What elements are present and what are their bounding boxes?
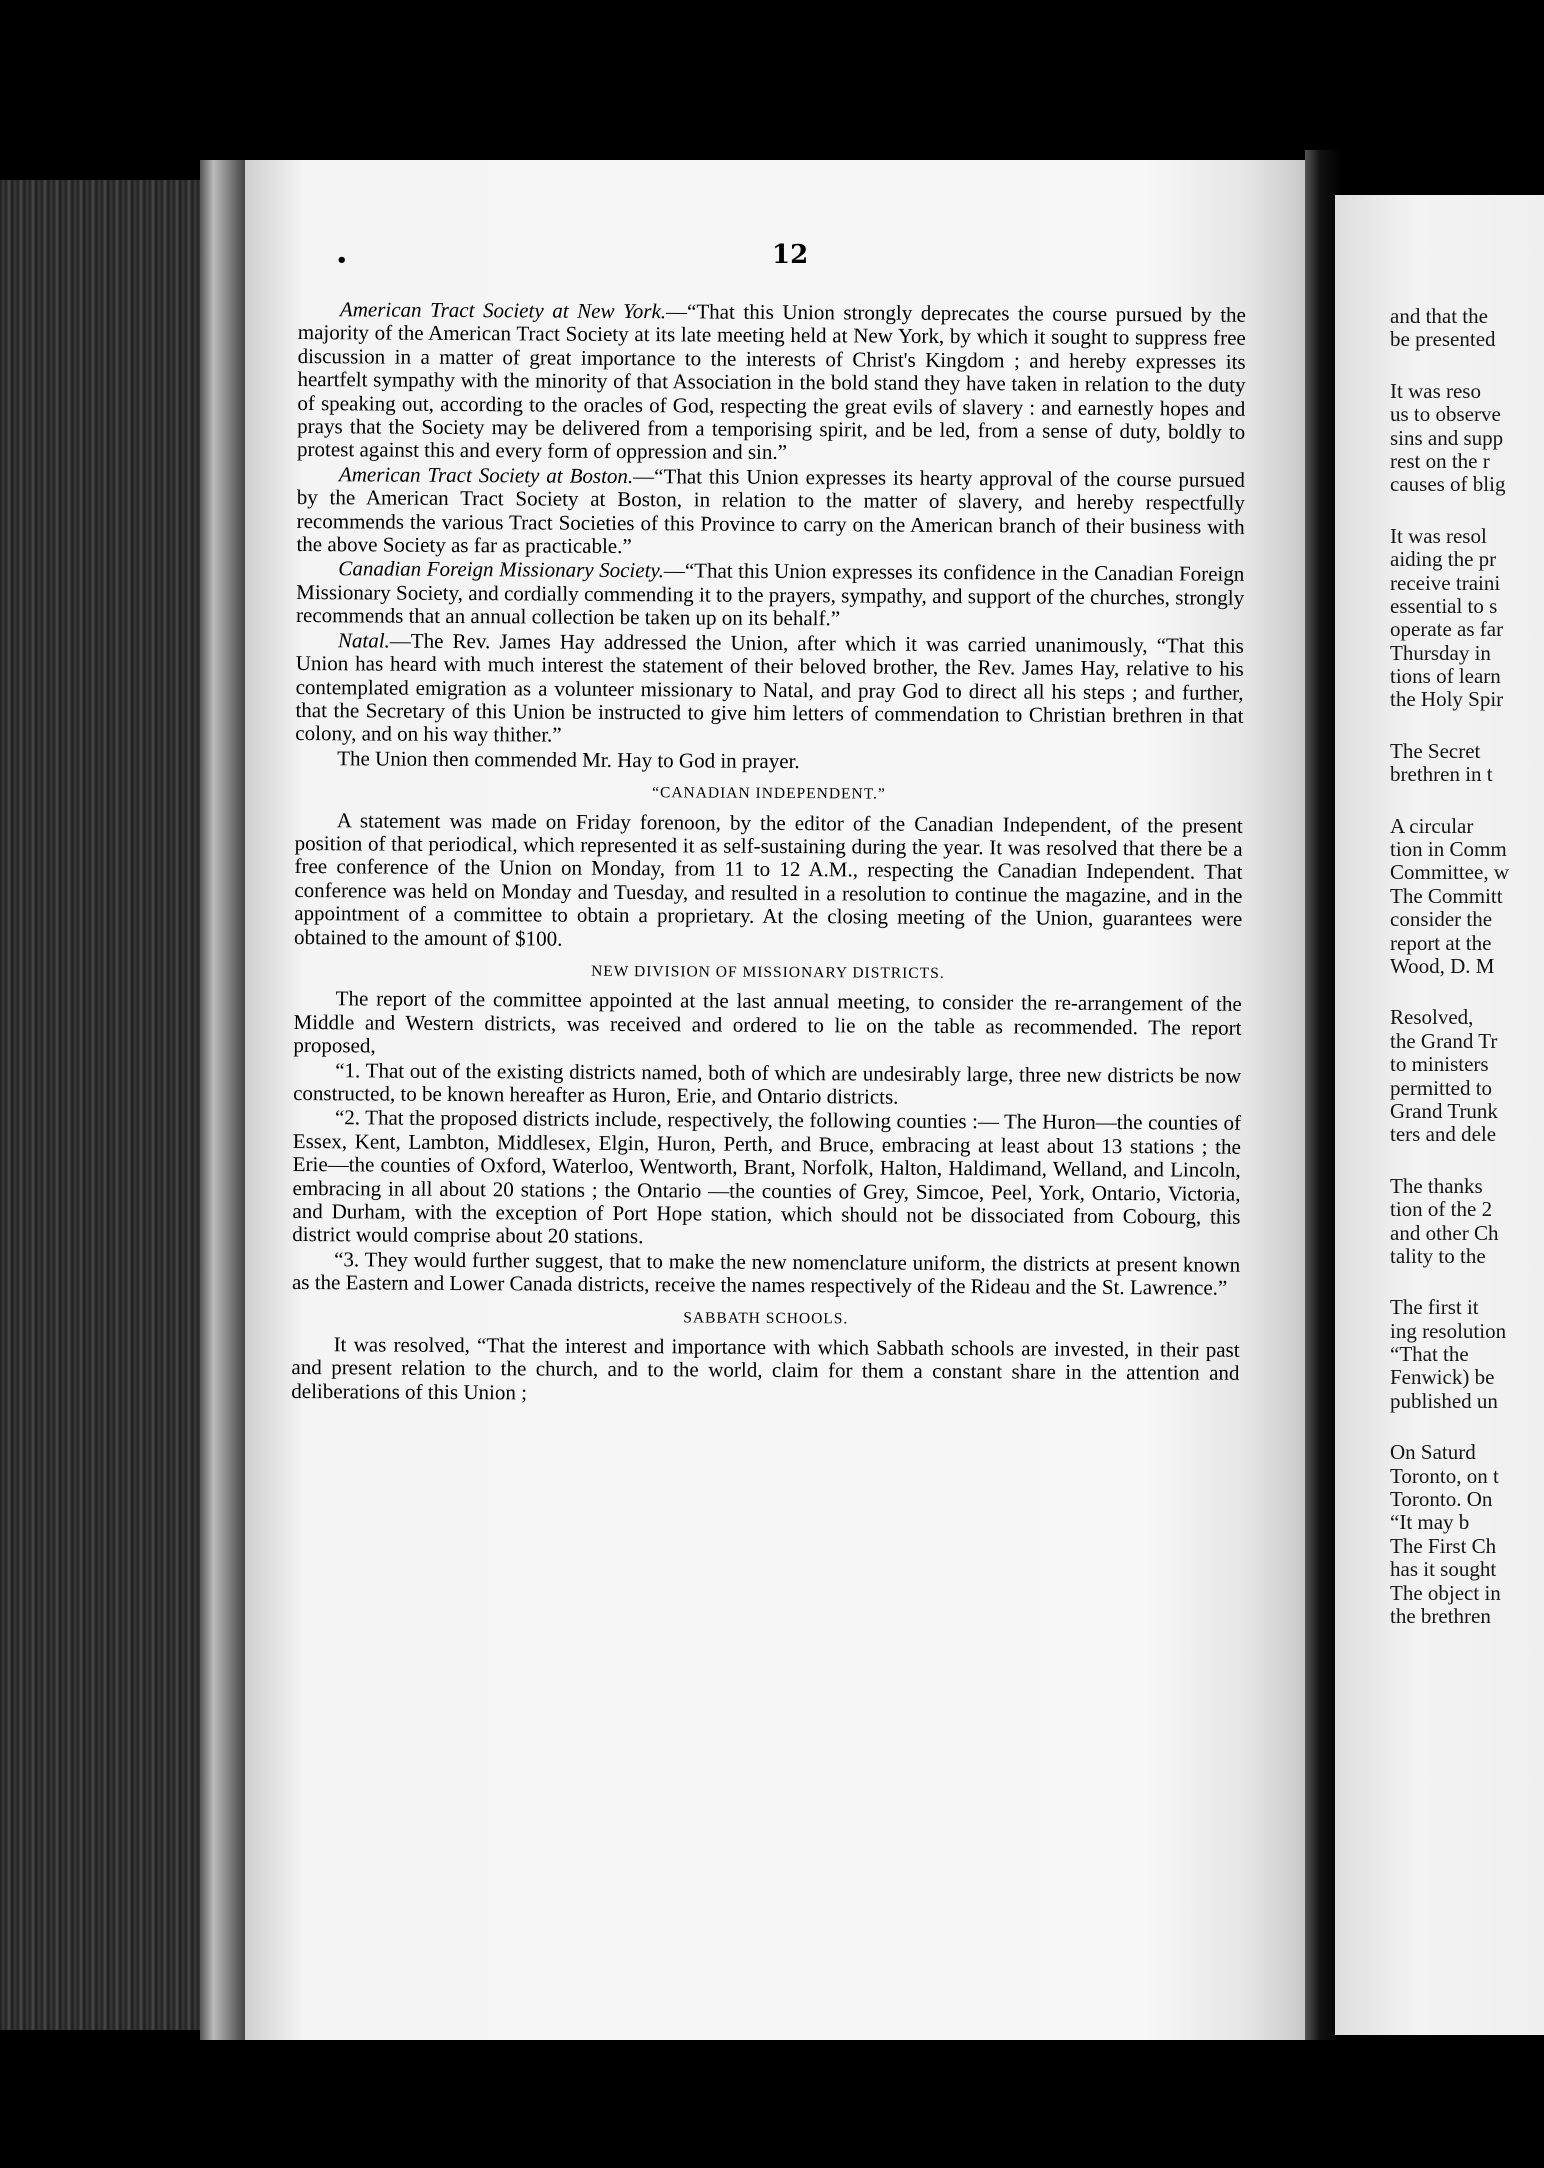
right-page-line: rest on the r — [1390, 448, 1490, 473]
paragraph — [293, 987, 1241, 1063]
right-page-lines — [1390, 305, 1544, 1628]
right-page-line: has it sought — [1390, 1557, 1497, 1582]
right-page-line: The Secret — [1390, 738, 1481, 763]
right-page-line: permitted to — [1390, 1075, 1493, 1100]
right-page-line — [1390, 787, 1544, 815]
right-page-line — [1390, 352, 1544, 380]
right-page-line: and that the — [1390, 304, 1488, 328]
right-page-line: report at the — [1390, 930, 1492, 955]
right-page-line: The First Ch — [1390, 1533, 1497, 1558]
paragraph — [296, 557, 1244, 633]
right-page-line: Toronto, on t — [1390, 1463, 1499, 1488]
paragraph — [296, 463, 1245, 562]
right-page-line: to ministers — [1390, 1052, 1489, 1077]
right-page-line: the Grand Tr — [1390, 1028, 1498, 1053]
right-page-line — [1390, 1147, 1544, 1175]
right-page-line: us to observe — [1390, 402, 1501, 427]
right-page-line: brethren in t — [1390, 762, 1493, 787]
paragraph-text: “3. They would further suggest, that to make the new nomenclature uniform, the districts at present known as the Eastern and Lower Canada districts, receive the names respectively of the Rideau and the St. Lawrence.” — [291, 1247, 1241, 1300]
paragraph-text: The Union then commended Mr. Hay to God in prayer. — [337, 745, 800, 773]
right-page-line: Toronto. On — [1390, 1487, 1493, 1512]
right-page-line — [1390, 497, 1544, 525]
paragraph-text: A statement was made on Friday forenoon, by the editor of the Canadian Independent, of the present position of that periodical, which represented it as self-sustaining during the year. It was resolved that there be a free conference of the Union on Monday, from 11 to 12 A.M., respecting the Canadian Independent. That conference was held on Monday and Tuesday, and resulted in a resolution to continue the magazine, and in the appointment of a committee to obtain a proprietary. At the closing meeting of the Union, guarantees were obtained to the amount of $100. — [294, 807, 1243, 951]
paragraph — [295, 629, 1244, 752]
right-page-line: tality to the — [1390, 1243, 1486, 1268]
paragraph-lead: Natal. — [337, 627, 390, 653]
paragraph-text: The report of the committee appointed at the last annual meeting, to consider the re-arrangement of the Middle and Western districts, was received and ordered to lie on the table as recommended. The report proposed, — [293, 986, 1242, 1058]
page-mark: • — [336, 250, 348, 271]
right-page-line: sins and supp — [1390, 425, 1504, 450]
right-page-line: “That the — [1390, 1342, 1469, 1367]
body-text-column — [291, 298, 1246, 1410]
right-page-line: tion of the 2 — [1390, 1197, 1493, 1222]
section-heading: NEW DIVISION OF MISSIONARY DISTRICTS. — [591, 962, 945, 982]
paragraph — [293, 1059, 1241, 1112]
right-page-line: be presented — [1390, 327, 1496, 352]
right-page-line: Wood, D. M — [1390, 953, 1495, 978]
right-page-line: the Holy Spir — [1390, 687, 1504, 712]
right-page-line: The Committ — [1390, 883, 1503, 908]
paragraph — [292, 1248, 1240, 1301]
paragraph-lead: American Tract Society at Boston. — [338, 462, 634, 488]
paragraph-text: “1. That out of the existing districts named, both of which are undesirably large, three new districts be now constructed, to be known hereafter as Huron, Erie, and Ontario districts. — [293, 1057, 1242, 1109]
paragraph-text: —“That this Union expresses its confidence in the Canadian Foreign Missionary Society, and cordially commending it to the prayers, sympathy, and support of the churches, strongly recommends that an annual collection be taken up on its behalf.” — [295, 558, 1245, 631]
paragraph — [297, 298, 1246, 468]
right-page-line: consider the — [1390, 907, 1493, 932]
paragraph-lead: Canadian Foreign Missionary Society. — [338, 556, 664, 583]
right-page-line: causes of blig — [1390, 472, 1506, 497]
section-heading: “CANADIAN INDEPENDENT.” — [652, 784, 886, 803]
right-page-fragment — [1335, 195, 1544, 2035]
section-heading: SABBATH SCHOOLS. — [683, 1309, 849, 1328]
paragraph-text: “2. That the proposed districts include, respectively, the following counties :— The Huron—the counties of Essex, Kent, Lambton, Middlesex, Elgin, Huron, Perth, and Bruce, embracing at least about 13 stations ; the Erie—the counties of Oxford, Waterloo, Wentworth, Brant, Norfolk, Halton, Haldimand, Welland, and Lincoln, embracing in all about 20 stations ; the Ontario —the counties of Grey, Simcoe, Peel, York, Ontario, Victoria, and Durham, with the exception of Port Hope station, which should not be dissociated from Cobourg, this district would comprise about 20 stations. — [292, 1105, 1242, 1249]
right-page-line: operate as far — [1390, 617, 1504, 642]
right-page-line: tions of learn — [1390, 664, 1501, 689]
right-page-line: and other Ch — [1390, 1220, 1499, 1245]
paragraph-text: It was resolved, “That the interest and importance with which Sabbath schools are invested, in their past and present relation to the church, and to the world, claim for them a constant share in the attention and deliberations of this Union ; — [291, 1332, 1240, 1405]
right-page-line: A circular — [1390, 813, 1474, 838]
paragraph — [292, 1106, 1241, 1252]
right-page-line: Resolved, — [1390, 1005, 1474, 1030]
right-page-line: On Saturd — [1390, 1440, 1476, 1465]
paragraph — [295, 747, 1243, 776]
right-page-line: Thursday in — [1390, 640, 1491, 665]
page-edge-highlight — [200, 160, 245, 2040]
right-page-line: aiding the pr — [1390, 547, 1497, 572]
right-page-line: Committee, w — [1390, 860, 1509, 885]
paragraph-text: —“That this Union strongly deprecates the course pursued by the majority of the American Tract Society at its late meeting held at New York, by which it sought to suppress free discussion in a matter of great importance to the interests of Christ's Kingdom ; and hereby expresses its heartfelt sympathy with the minority of that Association in the bold stand they have taken in relation to the duty of speaking out, according to the oracles of God, respecting the great evils of slavery : and earnestly hopes and prays that the Society may be delivered from a temporising spirit, and be led, from a sense of duty, boldly to protest against this and every form of oppression and sin.” — [297, 299, 1246, 465]
right-page-line — [1390, 1268, 1544, 1296]
right-page-line: receive traini — [1390, 570, 1501, 595]
right-page-line: “It may b — [1390, 1510, 1470, 1535]
right-page-line: Fenwick) be — [1390, 1365, 1495, 1390]
right-page-line: essential to s — [1390, 593, 1498, 618]
right-page-line: It was reso — [1390, 378, 1481, 403]
right-page-line: tion in Comm — [1390, 837, 1507, 862]
right-page-line: the brethren — [1390, 1603, 1491, 1628]
right-page-line — [1390, 978, 1544, 1006]
right-page-line: ing resolution — [1390, 1318, 1507, 1343]
right-page-line: The object in — [1390, 1580, 1501, 1605]
paragraph-lead: American Tract Society at New York. — [339, 297, 667, 324]
paragraph-text: —“That this Union expresses its hearty approval of the course pursued by the American Tract Society at Boston, in relation to the matter of slavery, and hereby respectfully recommends the various Tract Societies of this Province to carry on the American branch of their business with the above Society as far as practicable.” — [296, 463, 1245, 559]
right-page-line: The first it — [1390, 1295, 1479, 1320]
right-page-line — [1390, 1413, 1544, 1441]
right-page-line: The thanks — [1390, 1173, 1483, 1198]
right-page-line: published un — [1390, 1388, 1498, 1413]
right-page-line: Grand Trunk — [1390, 1098, 1498, 1123]
right-page-line — [1390, 712, 1544, 740]
paragraph — [291, 1333, 1239, 1409]
page-number: 12 — [772, 240, 809, 270]
paragraph — [294, 809, 1243, 955]
right-page-line: ters and dele — [1390, 1122, 1497, 1147]
right-page-line: It was resol — [1390, 523, 1487, 548]
paragraph-text: —The Rev. James Hay addressed the Union, after which it was carried unanimously, “That this Union has heard with much interest the statement of their beloved brother, the Rev. James Hay, relative to his contemplated emigration as a volunteer missionary to Natal, and pray God to direct all his steps ; and further, that the Secretary of this Union be instructed to give him letters of commendation to Christian brethren in that colony, and on his way thither.” — [295, 628, 1244, 747]
